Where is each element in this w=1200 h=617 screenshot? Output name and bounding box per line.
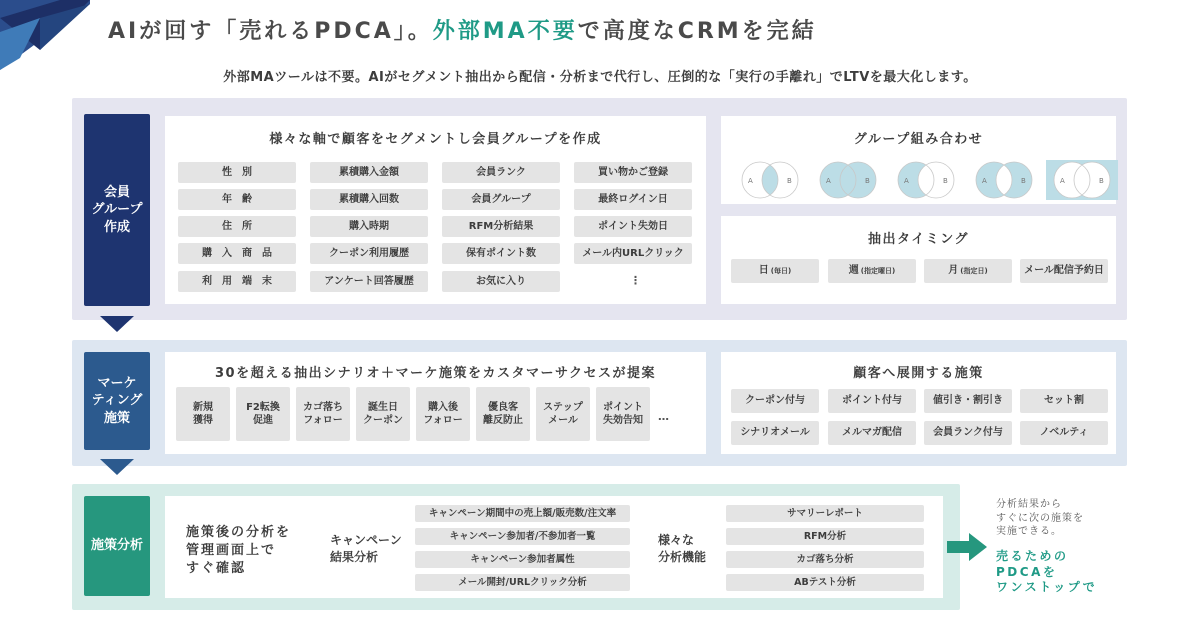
scenario-chip: 優良客 離反防止 — [476, 387, 530, 441]
measure-chip: 値引き・割引き — [924, 389, 1012, 413]
attribute-chip: 購 入 商 品 — [178, 243, 296, 264]
attribute-chip: 最終ログイン日 — [574, 189, 692, 210]
attribute-chip: 保有ポイント数 — [442, 243, 560, 264]
scenario-chip: 購入後 フォロー — [416, 387, 470, 441]
attributes-title: 様々な軸で顧客をセグメントし会員グループを作成 — [269, 132, 602, 147]
measure-chip: セット割 — [1020, 389, 1108, 413]
svg-text:B: B — [865, 177, 870, 185]
attribute-chip: メール内URLクリック — [574, 243, 692, 264]
campaign-analysis-chip: キャンペーン参加者属性 — [415, 551, 630, 568]
svg-text:A: A — [826, 177, 831, 185]
page-subtitle: 外部MAツールは不要。AIがセグメント抽出から配信・分析まで代行し、圧倒的な「実行の手離れ」でLTVを最大化します。 — [223, 70, 977, 85]
final-message: 売るための PDCAを ワンストップで — [996, 549, 1098, 595]
label-member-group: 会員 グループ 作成 — [84, 114, 150, 306]
svg-text:A: A — [904, 177, 909, 185]
scenarios-title: 30を超える抽出シナリオ＋マーケ施策をカスタマーサクセスが提案 — [215, 366, 656, 381]
timing-title: 抽出タイミング — [868, 232, 969, 247]
attribute-chip: 会員ランク — [442, 162, 560, 183]
scenario-chip: 新規 獲得 — [176, 387, 230, 441]
scenarios-more-icon: … — [658, 410, 669, 423]
attribute-chip: アンケート回答履歴 — [310, 271, 428, 292]
scenario-chip: 誕生日 クーポン — [356, 387, 410, 441]
attribute-chip: クーポン利用履歴 — [310, 243, 428, 264]
page-title — [108, 14, 817, 45]
svg-text:B: B — [1021, 177, 1026, 185]
svg-text:B: B — [787, 177, 792, 185]
analysis-feature-chip: RFM分析 — [726, 528, 924, 545]
measures-title: 顧客へ展開する施策 — [853, 366, 984, 381]
scenario-chip: F2転換 促進 — [236, 387, 290, 441]
measure-chip: クーポン付与 — [731, 389, 819, 413]
attribute-chip: 購入時期 — [310, 216, 428, 237]
campaign-analysis-chip: キャンペーン期間中の売上額/販売数/注文率 — [415, 505, 630, 522]
svg-text:B: B — [943, 177, 948, 185]
scenario-chip: カゴ落ち フォロー — [296, 387, 350, 441]
attribute-chip: 年 齢 — [178, 189, 296, 210]
timing-chip: メール配信予約日 — [1020, 259, 1108, 283]
attribute-chip: 利 用 端 末 — [178, 271, 296, 292]
campaign-analysis-chip: キャンペーン参加者/不参加者一覧 — [415, 528, 630, 545]
scenario-chip: ステップ メール — [536, 387, 590, 441]
group-combination-title: グループ組み合わせ — [853, 132, 984, 147]
attribute-chip: RFM分析結果 — [442, 216, 560, 237]
analysis-feature-chip: ABテスト分析 — [726, 574, 924, 591]
campaign-analysis-chip: メール開封/URLクリック分析 — [415, 574, 630, 591]
svg-text:B: B — [1099, 177, 1104, 185]
attribute-chip: ポイント失効日 — [574, 216, 692, 237]
timing-chip: 日 (毎日) — [731, 259, 819, 283]
attribute-chip: 累積購入回数 — [310, 189, 428, 210]
title-pre: AIが回す「売れるPDCA」。 — [108, 19, 433, 44]
timing-chip: 月 (指定日) — [924, 259, 1012, 283]
title-accent: 外部MA不要 — [432, 19, 578, 44]
venn-diagram-icon — [812, 160, 884, 200]
venn-diagram-icon — [1046, 160, 1118, 200]
final-note: 分析結果から すぐに次の施策を 実施できる。 — [996, 499, 1084, 537]
timing-chip: 週 (指定曜日) — [828, 259, 916, 283]
right-arrow-icon — [947, 533, 987, 561]
arrow-down-1 — [100, 316, 134, 332]
label-marketing: マーケ ティング 施策 — [84, 352, 150, 450]
analysis-feature-chip: カゴ落ち分析 — [726, 551, 924, 568]
measure-chip: ノベルティ — [1020, 421, 1108, 445]
analysis-feature-chip: サマリーレポート — [726, 505, 924, 522]
attribute-chip: 会員グループ — [442, 189, 560, 210]
venn-diagram-icon — [734, 160, 806, 200]
attribute-chip: 性 別 — [178, 162, 296, 183]
attribute-chip: お気に入り — [442, 271, 560, 292]
label-analysis: 施策分析 — [84, 496, 150, 596]
svg-text:A: A — [1060, 177, 1065, 185]
attributes-more-icon: ⋮ — [630, 274, 641, 287]
arrow-down-2 — [100, 459, 134, 475]
title-post: で高度なCRMを完結 — [577, 19, 817, 44]
attribute-chip: 累積購入金額 — [310, 162, 428, 183]
measure-chip: メルマガ配信 — [828, 421, 916, 445]
measure-chip: 会員ランク付与 — [924, 421, 1012, 445]
analysis-intro: 施策後の分析を 管理画面上で すぐ確認 — [186, 525, 292, 577]
scenario-chip: ポイント 失効告知 — [596, 387, 650, 441]
svg-text:A: A — [982, 177, 987, 185]
measure-chip: シナリオメール — [731, 421, 819, 445]
attribute-chip: 買い物かご登録 — [574, 162, 692, 183]
svg-text:A: A — [748, 177, 753, 185]
venn-diagram-icon — [890, 160, 962, 200]
attribute-chip: 住 所 — [178, 216, 296, 237]
venn-diagram-icon — [968, 160, 1040, 200]
corner-decoration — [0, 0, 90, 70]
measure-chip: ポイント付与 — [828, 389, 916, 413]
campaign-analysis-label: キャンペーン 結果分析 — [330, 533, 402, 564]
features-label: 様々な 分析機能 — [658, 533, 707, 564]
